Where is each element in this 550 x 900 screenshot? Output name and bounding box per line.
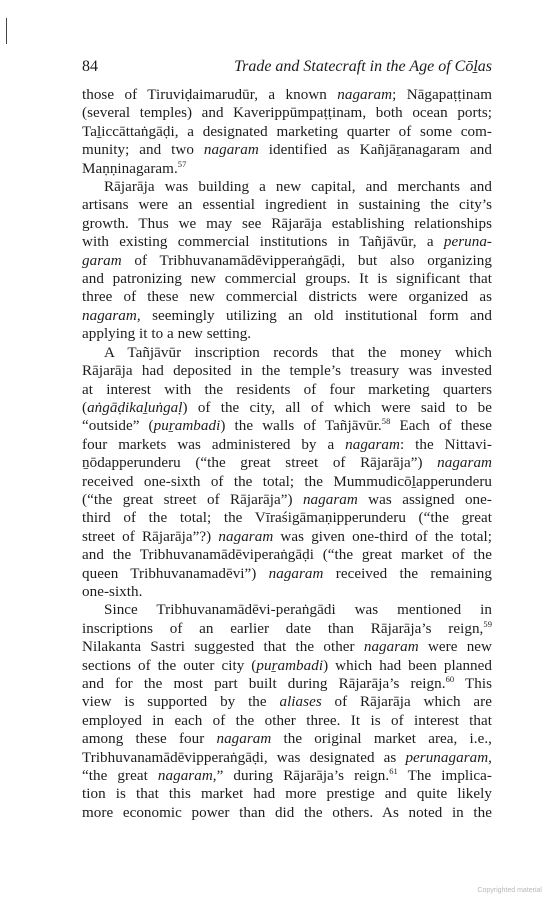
text-segment: Rājarāja was building a new capital, and merchants and [104,179,492,196]
text-segment: Since Tribhuvanamādēvi-peraṅgādi was mentioned in [104,602,492,619]
text-segment: Rājarāja had deposited in the temple’s treasury was invested [82,363,492,380]
italic-term: nagaram [337,87,393,103]
text-segment: view is supported by the [82,694,280,711]
text-line [82,712,492,730]
text-segment: one-sixth. [82,583,143,600]
text-line [82,178,492,196]
text-line [82,785,492,803]
text-segment: of Tribhuvanamādēvipperaṅgāḍi, but also organizing [121,252,492,269]
italic-term: nagaram [216,731,272,748]
text-segment: of Rājarāja which are [321,694,493,711]
text-line [82,344,492,362]
text-segment: was assigned one- [357,491,492,508]
italic-term: aṅgāḍikaḻuṅgaḷ [87,399,183,416]
italic-term: nagaram [157,768,213,785]
text-segment: artisans were an essential ingredient in sustaining the city’s [82,197,492,214]
text-segment: Taḻiccāttaṅgāḍi, a designated marketing quarter of some com- [82,123,492,140]
text-line [82,638,492,656]
text-line [82,730,492,748]
text-segment: Each of these [390,418,492,435]
text-segment: those of Tiruviḍaimarudūr, a known [82,87,338,103]
text-segment: This [454,676,492,692]
italic-term: perunagaram, [405,749,492,766]
text-segment: and the Tribhuvanamādēviperaṅgāḍi (“the great market of the [82,547,492,564]
text-segment: employed in each of the other three. It is of interest that [82,712,492,729]
text-segment: were new [418,639,492,656]
page-edge-mark [6,18,7,44]
text-line [82,86,492,104]
text-line [82,123,492,141]
italic-term: nagaram [203,142,259,159]
italic-term: garam [82,252,122,269]
text-segment: at interest with the residents of four marketing quarters [82,381,492,398]
text-segment: tion is that this market had more prestige and quite likely [82,786,492,803]
text-segment: ,” during Rājarāja’s reign. [212,768,390,785]
text-line [82,362,492,380]
text-segment: identified as Kañjāṟanagaram and [258,142,492,159]
text-segment: sections of the outer city ( [82,657,257,674]
text-line [82,196,492,214]
text-segment: received the remaining [323,565,492,582]
text-segment: applying it to a new setting. [82,326,252,343]
text-segment: inscriptions of an earlier date than Rājarāja’s reign, [82,620,484,637]
text-segment: ) of the city, all of which were said to be [182,399,492,416]
text-line [82,693,492,711]
text-segment: street of Rājarāja”?) [82,528,219,545]
text-segment: “outside” ( [82,418,154,435]
text-line [82,601,492,619]
text-segment: queen Tribhuvanamadēvi”) [82,565,269,582]
text-line [82,417,492,435]
italic-term: nagaram [345,436,400,453]
text-line [82,675,492,693]
text-segment: with existing commercial institutions in Tañjāvūr, a [82,234,444,251]
footnote-ref: 58 [381,416,391,427]
text-line [82,381,492,399]
text-line [82,565,492,583]
text-line [82,160,492,178]
footnote-ref: 60 [445,673,455,684]
footnote-ref: 61 [389,766,398,776]
text-line [82,104,492,122]
text-segment: the original market area, i.e., [271,731,492,748]
text-line [82,233,492,251]
text-segment: third of the total; the Vīraśigāmaṇipperunderu (“the great [82,510,492,527]
text-line [82,767,492,785]
text-segment: munity; and two [82,142,204,159]
text-line [82,583,492,601]
text-line [82,804,492,822]
text-segment: among these four [82,731,217,748]
text-segment: and patronizing new commercial groups. It is significant that [82,271,492,288]
text-line [82,252,492,270]
text-line [82,509,492,527]
italic-term: nagaram [302,491,358,508]
text-segment: and for the most part built during Rājarāja’s reign. [82,676,446,692]
text-line [82,215,492,233]
text-line [82,454,492,472]
text-segment: “the great [82,768,158,785]
text-segment: growth. Thus we may see Rājarāja establishing relationships [82,215,492,232]
text-line [82,620,492,638]
text-segment: , seemingly utilizing an old institutional form and [136,307,492,324]
text-line [82,749,492,767]
body-text [82,86,492,822]
italic-term: puṟambadi [256,657,324,674]
text-line [82,325,492,343]
text-segment: Nilakanta Sastri suggested that the other [82,639,364,656]
running-title: Trade and Statecraft in the Age of Cōḻas [234,58,492,75]
text-segment: three of these new commercial districts were organized as [82,289,492,306]
italic-term: nagaram [363,639,419,656]
text-segment: ṉōdapperunderu (“the great street of Rājarāja”) [82,455,438,472]
text-segment: (“the great street of Rājarāja”) [82,491,303,508]
text-segment: more economic power than did the others. As noted in the [82,804,492,821]
text-segment: : the Nittavi- [399,436,493,453]
text-segment: was given one-third of the total; [273,528,492,545]
text-segment: ; Nāgapaṭṭinam [392,87,492,103]
italic-term: aliases [279,694,322,711]
text-segment: A Tañjāvūr inscription records that the money which [104,344,492,361]
text-line [82,270,492,288]
text-segment: received one-sixth of the total; the Mummudicōḻapperunderu [82,473,492,490]
italic-term: peruna- [443,234,492,251]
text-line [82,307,492,325]
text-segment: Maṇṇinagaram. [82,160,178,177]
text-line [82,657,492,675]
footnote-ref: 59 [483,618,492,629]
text-line [82,436,492,454]
text-line [82,473,492,491]
italic-term: nagaram [268,565,324,582]
text-segment: (several temples) and Kaverippūmpaṭṭinam, both ocean ports; [82,105,492,122]
italic-term: nagaram [437,455,492,472]
page-number: 84 [82,58,98,75]
text-segment: four markets was administered by a [82,436,346,453]
text-segment: ( [82,399,88,416]
text-segment: The implica- [397,768,492,785]
text-segment: ) the walls of Tañjāvūr. [220,418,382,435]
text-line [82,399,492,417]
italic-term: puṟambadi [153,418,221,435]
text-line [82,528,492,546]
text-line [82,546,492,564]
text-segment: ) which had been planned [323,657,492,674]
page-header [82,58,492,80]
text-line [82,141,492,159]
text-line [82,288,492,306]
text-line [82,491,492,509]
footnote-ref: 57 [177,158,187,169]
text-segment: Tribhuvanamādēvipperaṅgāḍi, was designated as [82,749,406,766]
italic-term: nagaram [82,307,137,324]
italic-term: nagaram [218,528,274,545]
copyright-notice: Copyrighted material [477,887,542,894]
